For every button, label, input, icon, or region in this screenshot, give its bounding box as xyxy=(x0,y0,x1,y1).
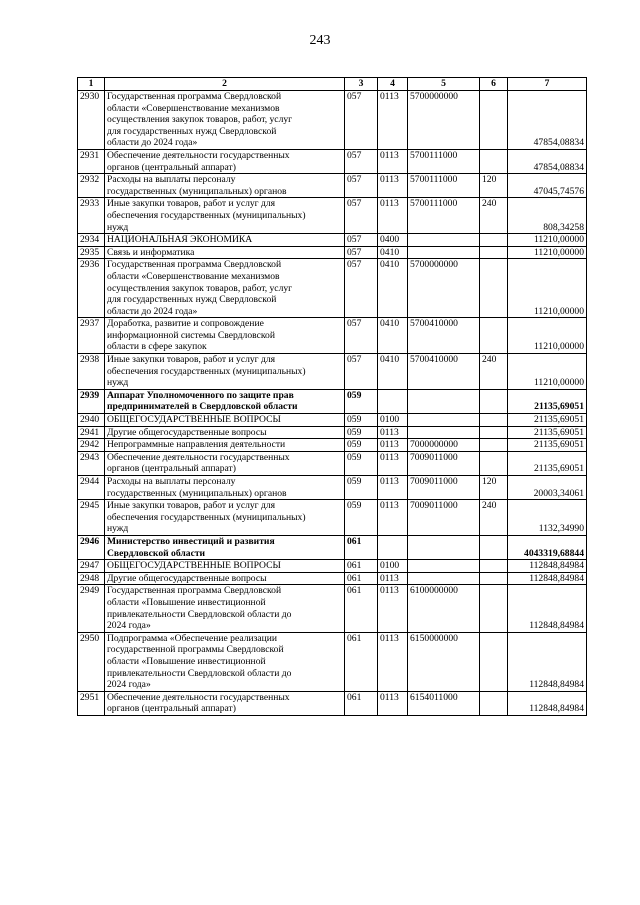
target-article-cell: 5700111000 xyxy=(408,198,480,234)
ministry-code-cell: 059 xyxy=(345,451,378,475)
row-number-cell: 2933 xyxy=(78,198,105,234)
amount-cell: 21135,69051 xyxy=(508,426,587,439)
row-name-cell: Государственная программа Свердловской области «Совершенствование механизмов осуществления закупок товаров, работ, услуг для государственных нужд Свердловской области до 2024 года» xyxy=(105,259,345,318)
expense-type-cell xyxy=(480,426,508,439)
row-number-cell: 2948 xyxy=(78,572,105,585)
row-number-cell: 2947 xyxy=(78,560,105,573)
ministry-code-cell: 057 xyxy=(345,318,378,354)
row-number-cell: 2937 xyxy=(78,318,105,354)
row-name-cell: Обеспечение деятельности государственных органов (центральный аппарат) xyxy=(105,149,345,173)
row-number-cell: 2934 xyxy=(78,234,105,247)
section-code-cell: 0113 xyxy=(378,174,408,198)
amount-cell: 112848,84984 xyxy=(508,585,587,632)
section-code-cell: 0113 xyxy=(378,691,408,715)
ministry-code-cell: 059 xyxy=(345,414,378,427)
row-number-cell: 2930 xyxy=(78,91,105,150)
row-name-cell: Государственная программа Свердловской области «Совершенствование механизмов осуществления закупок товаров, работ, услуг для государственных нужд Свердловской области до 2024 года» xyxy=(105,91,345,150)
table-row xyxy=(78,476,587,500)
ministry-code-cell: 059 xyxy=(345,476,378,500)
section-code-cell: 0100 xyxy=(378,560,408,573)
row-number-cell: 2949 xyxy=(78,585,105,632)
table-row xyxy=(78,572,587,585)
table-row xyxy=(78,585,587,632)
ministry-code-cell: 057 xyxy=(345,91,378,150)
target-article-cell: 6154011000 xyxy=(408,691,480,715)
column-header: 2 xyxy=(105,78,345,91)
section-code-cell: 0410 xyxy=(378,246,408,259)
expense-type-cell xyxy=(480,451,508,475)
ministry-code-cell: 061 xyxy=(345,572,378,585)
row-number-cell: 2940 xyxy=(78,414,105,427)
row-name-cell: Иные закупки товаров, работ и услуг для обеспечения государственных (муниципальных) нужд xyxy=(105,198,345,234)
table-row xyxy=(78,389,587,413)
expense-type-cell xyxy=(480,439,508,452)
row-number-cell: 2936 xyxy=(78,259,105,318)
row-name-cell: Министерство инвестиций и развития Свердловской области xyxy=(105,535,345,559)
row-number-cell: 2942 xyxy=(78,439,105,452)
target-article-cell: 5700111000 xyxy=(408,149,480,173)
section-code-cell: 0113 xyxy=(378,91,408,150)
expense-type-cell xyxy=(480,91,508,150)
row-number-cell: 2938 xyxy=(78,354,105,390)
section-code-cell: 0113 xyxy=(378,476,408,500)
ministry-code-cell: 059 xyxy=(345,426,378,439)
table-row xyxy=(78,246,587,259)
table-row xyxy=(78,259,587,318)
row-name-cell: Обеспечение деятельности государственных органов (центральный аппарат) xyxy=(105,691,345,715)
target-article-cell: 5700000000 xyxy=(408,91,480,150)
table-body xyxy=(78,91,587,716)
amount-cell: 11210,00000 xyxy=(508,259,587,318)
expense-type-cell: 120 xyxy=(480,476,508,500)
ministry-code-cell: 057 xyxy=(345,354,378,390)
table-row xyxy=(78,535,587,559)
table-row xyxy=(78,439,587,452)
target-article-cell: 6150000000 xyxy=(408,632,480,691)
table-row xyxy=(78,632,587,691)
section-code-cell: 0113 xyxy=(378,500,408,536)
ministry-code-cell: 057 xyxy=(345,174,378,198)
target-article-cell: 7009011000 xyxy=(408,500,480,536)
target-article-cell: 5700111000 xyxy=(408,174,480,198)
target-article-cell: 7009011000 xyxy=(408,451,480,475)
ministry-code-cell: 059 xyxy=(345,439,378,452)
row-number-cell: 2951 xyxy=(78,691,105,715)
table-row xyxy=(78,149,587,173)
row-name-cell: Обеспечение деятельности государственных органов (центральный аппарат) xyxy=(105,451,345,475)
ministry-code-cell: 059 xyxy=(345,389,378,413)
ministry-code-cell: 061 xyxy=(345,691,378,715)
expense-type-cell xyxy=(480,691,508,715)
expense-type-cell xyxy=(480,234,508,247)
row-name-cell: Иные закупки товаров, работ и услуг для обеспечения государственных (муниципальных) нужд xyxy=(105,500,345,536)
column-header-row xyxy=(78,78,587,91)
column-header: 1 xyxy=(78,78,105,91)
expense-type-cell xyxy=(480,149,508,173)
row-name-cell: Доработка, развитие и сопровождение информационной системы Свердловской области в сфере закупок xyxy=(105,318,345,354)
amount-cell: 20003,34061 xyxy=(508,476,587,500)
column-header: 3 xyxy=(345,78,378,91)
ministry-code-cell: 061 xyxy=(345,585,378,632)
expense-type-cell xyxy=(480,246,508,259)
row-name-cell: Аппарат Уполномоченного по защите прав предпринимателей в Свердловской области xyxy=(105,389,345,413)
section-code-cell xyxy=(378,535,408,559)
section-code-cell: 0113 xyxy=(378,632,408,691)
row-number-cell: 2950 xyxy=(78,632,105,691)
row-name-cell: Расходы на выплаты персоналу государственных (муниципальных) органов xyxy=(105,476,345,500)
amount-cell: 1132,34990 xyxy=(508,500,587,536)
expense-type-cell xyxy=(480,414,508,427)
amount-cell: 11210,00000 xyxy=(508,246,587,259)
row-number-cell: 2935 xyxy=(78,246,105,259)
target-article-cell xyxy=(408,246,480,259)
target-article-cell: 5700410000 xyxy=(408,354,480,390)
target-article-cell: 5700000000 xyxy=(408,259,480,318)
target-article-cell xyxy=(408,535,480,559)
ministry-code-cell: 057 xyxy=(345,234,378,247)
expense-type-cell: 240 xyxy=(480,198,508,234)
budget-table xyxy=(77,77,587,716)
target-article-cell xyxy=(408,426,480,439)
row-name-cell: ОБЩЕГОСУДАРСТВЕННЫЕ ВОПРОСЫ xyxy=(105,560,345,573)
row-name-cell: Другие общегосударственные вопросы xyxy=(105,572,345,585)
ministry-code-cell: 057 xyxy=(345,198,378,234)
amount-cell: 47854,08834 xyxy=(508,91,587,150)
target-article-cell xyxy=(408,414,480,427)
table-row xyxy=(78,426,587,439)
row-name-cell: Другие общегосударственные вопросы xyxy=(105,426,345,439)
ministry-code-cell: 061 xyxy=(345,535,378,559)
table-row xyxy=(78,414,587,427)
amount-cell: 11210,00000 xyxy=(508,234,587,247)
section-code-cell xyxy=(378,389,408,413)
row-number-cell: 2941 xyxy=(78,426,105,439)
row-name-cell: ОБЩЕГОСУДАРСТВЕННЫЕ ВОПРОСЫ xyxy=(105,414,345,427)
amount-cell: 112848,84984 xyxy=(508,632,587,691)
amount-cell: 112848,84984 xyxy=(508,691,587,715)
expense-type-cell xyxy=(480,560,508,573)
expense-type-cell: 240 xyxy=(480,354,508,390)
table-row xyxy=(78,174,587,198)
row-number-cell: 2945 xyxy=(78,500,105,536)
expense-type-cell xyxy=(480,318,508,354)
expense-type-cell: 240 xyxy=(480,500,508,536)
expense-type-cell: 120 xyxy=(480,174,508,198)
table-row xyxy=(78,198,587,234)
row-name-cell: Расходы на выплаты персоналу государственных (муниципальных) органов xyxy=(105,174,345,198)
table-row xyxy=(78,451,587,475)
row-name-cell: Подпрограмма «Обеспечение реализации государственной программы Свердловской области «Повышение инвестиционной привлекательности Свердловской области до 2024 года» xyxy=(105,632,345,691)
target-article-cell: 5700410000 xyxy=(408,318,480,354)
table-row xyxy=(78,318,587,354)
amount-cell: 112848,84984 xyxy=(508,560,587,573)
target-article-cell: 7009011000 xyxy=(408,476,480,500)
target-article-cell xyxy=(408,572,480,585)
amount-cell: 4043319,68844 xyxy=(508,535,587,559)
page-number: 243 xyxy=(309,33,331,48)
section-code-cell: 0113 xyxy=(378,585,408,632)
section-code-cell: 0113 xyxy=(378,572,408,585)
expense-type-cell xyxy=(480,585,508,632)
row-name-cell: Непрограммные направления деятельности xyxy=(105,439,345,452)
expense-type-cell xyxy=(480,572,508,585)
table-row xyxy=(78,500,587,536)
section-code-cell: 0100 xyxy=(378,414,408,427)
row-name-cell: Государственная программа Свердловской области «Повышение инвестиционной привлекательности Свердловской области до 2024 года» xyxy=(105,585,345,632)
row-name-cell: НАЦИОНАЛЬНАЯ ЭКОНОМИКА xyxy=(105,234,345,247)
column-header: 6 xyxy=(480,78,508,91)
section-code-cell: 0113 xyxy=(378,451,408,475)
section-code-cell: 0410 xyxy=(378,259,408,318)
amount-cell: 21135,69051 xyxy=(508,389,587,413)
amount-cell: 21135,69051 xyxy=(508,414,587,427)
column-header: 7 xyxy=(508,78,587,91)
row-number-cell: 2939 xyxy=(78,389,105,413)
target-article-cell xyxy=(408,560,480,573)
amount-cell: 11210,00000 xyxy=(508,354,587,390)
expense-type-cell xyxy=(480,389,508,413)
column-header: 4 xyxy=(378,78,408,91)
table-row xyxy=(78,560,587,573)
section-code-cell: 0113 xyxy=(378,149,408,173)
amount-cell: 47854,08834 xyxy=(508,149,587,173)
ministry-code-cell: 057 xyxy=(345,149,378,173)
ministry-code-cell: 057 xyxy=(345,259,378,318)
column-header: 5 xyxy=(408,78,480,91)
amount-cell: 21135,69051 xyxy=(508,451,587,475)
target-article-cell xyxy=(408,389,480,413)
target-article-cell: 7000000000 xyxy=(408,439,480,452)
amount-cell: 808,34258 xyxy=(508,198,587,234)
row-name-cell: Связь и информатика xyxy=(105,246,345,259)
expense-type-cell xyxy=(480,535,508,559)
section-code-cell: 0113 xyxy=(378,198,408,234)
table-row xyxy=(78,234,587,247)
section-code-cell: 0113 xyxy=(378,439,408,452)
amount-cell: 11210,00000 xyxy=(508,318,587,354)
section-code-cell: 0410 xyxy=(378,354,408,390)
row-number-cell: 2931 xyxy=(78,149,105,173)
section-code-cell: 0400 xyxy=(378,234,408,247)
ministry-code-cell: 059 xyxy=(345,500,378,536)
table-row xyxy=(78,691,587,715)
section-code-cell: 0113 xyxy=(378,426,408,439)
row-number-cell: 2943 xyxy=(78,451,105,475)
expense-type-cell xyxy=(480,259,508,318)
amount-cell: 47045,74576 xyxy=(508,174,587,198)
ministry-code-cell: 057 xyxy=(345,246,378,259)
table-row xyxy=(78,354,587,390)
section-code-cell: 0410 xyxy=(378,318,408,354)
row-number-cell: 2932 xyxy=(78,174,105,198)
amount-cell: 21135,69051 xyxy=(508,439,587,452)
expense-type-cell xyxy=(480,632,508,691)
row-number-cell: 2944 xyxy=(78,476,105,500)
target-article-cell: 6100000000 xyxy=(408,585,480,632)
ministry-code-cell: 061 xyxy=(345,632,378,691)
ministry-code-cell: 061 xyxy=(345,560,378,573)
row-number-cell: 2946 xyxy=(78,535,105,559)
row-name-cell: Иные закупки товаров, работ и услуг для обеспечения государственных (муниципальных) нужд xyxy=(105,354,345,390)
target-article-cell xyxy=(408,234,480,247)
table-row xyxy=(78,91,587,150)
amount-cell: 112848,84984 xyxy=(508,572,587,585)
